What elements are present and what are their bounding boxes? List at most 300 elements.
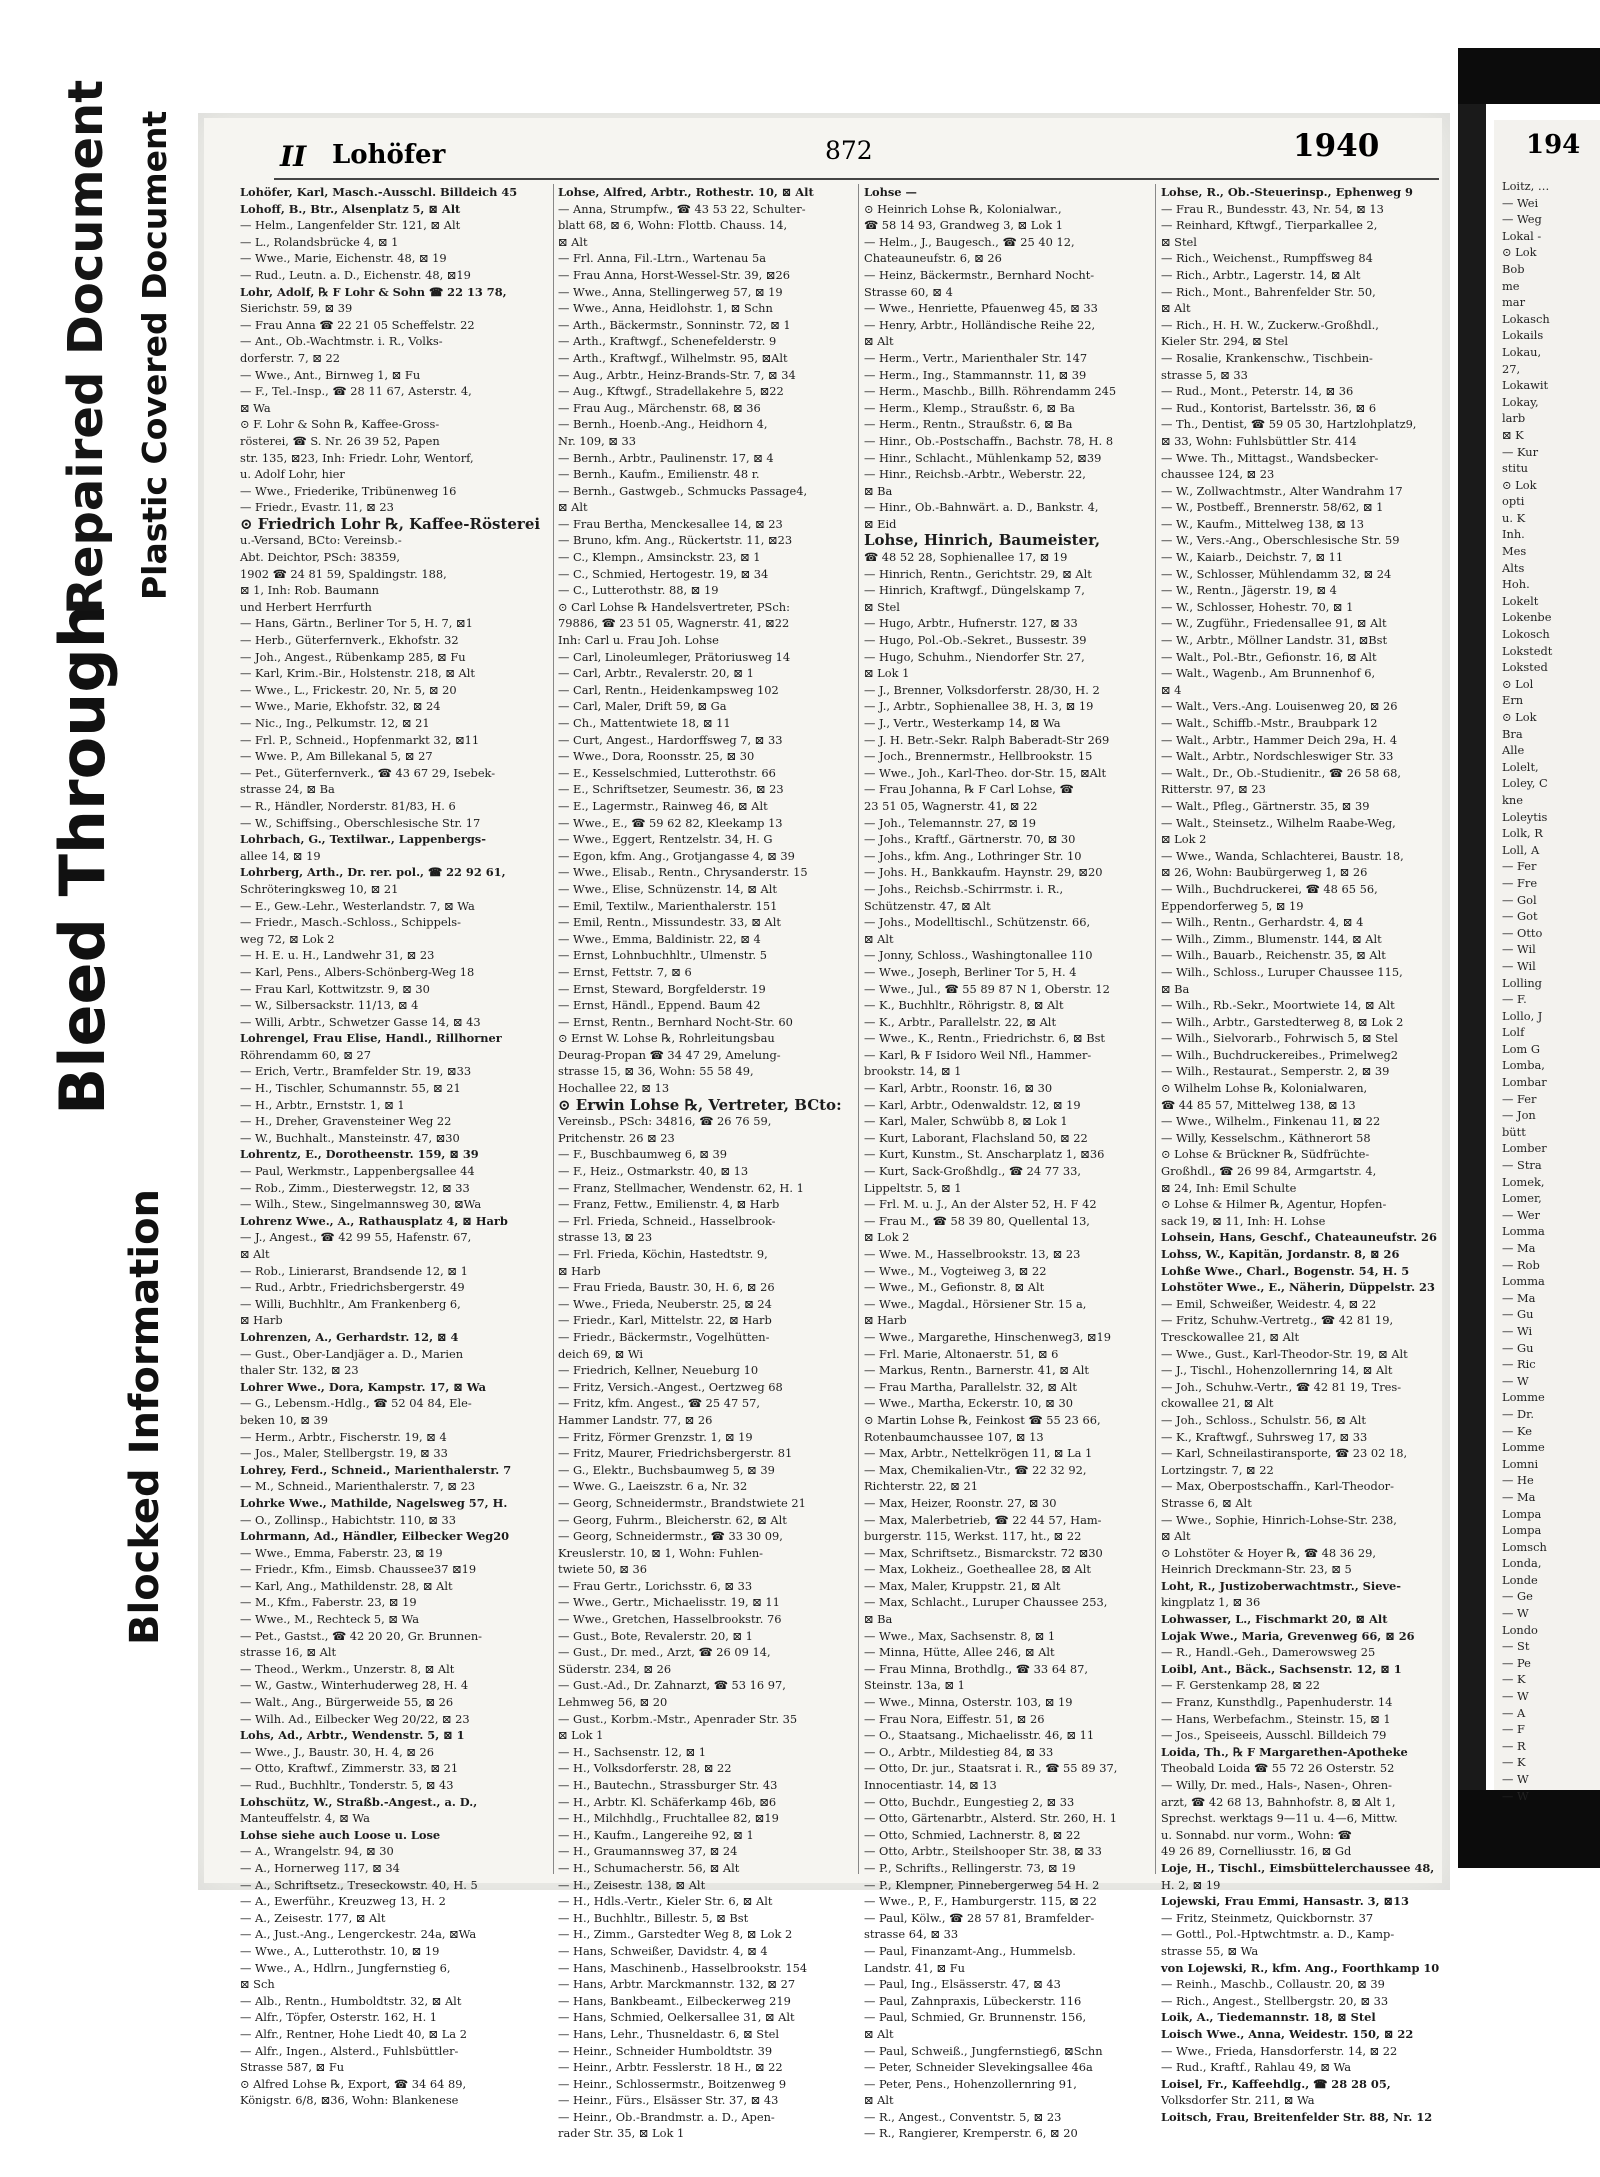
directory-entry: — Wwe., Martha, Eckerstr. 10, ⊠ 30 bbox=[864, 1396, 1073, 1411]
next-page-entry: — F bbox=[1502, 1722, 1525, 1737]
next-page-entry: Lokau, bbox=[1502, 344, 1542, 359]
directory-entry: — Wilh., Sielvorarb., Fohrwisch 5, ⊠ Stel bbox=[1161, 1031, 1398, 1046]
directory-entry: blatt 68, ⊠ 6, Wohn: Flottb. Chauss. 14, bbox=[558, 218, 788, 233]
directory-entry: — Wwe. M., Hasselbrookstr. 13, ⊠ 23 bbox=[864, 1247, 1081, 1261]
directory-entry: — Wilh., Bauarb., Reichenstr. 35, ⊠ Alt bbox=[1161, 948, 1386, 963]
next-page-entry: — Gu bbox=[1502, 1340, 1534, 1355]
directory-entry: — Karl, Krim.-Bir., Holstenstr. 218, ⊠ Alt bbox=[240, 666, 475, 681]
next-page-entry: Loleytis bbox=[1502, 809, 1548, 824]
directory-entry: — Heinr., Schlossermstr., Boitzenweg 9 bbox=[558, 2076, 787, 2091]
directory-entry: — Arth., Kraftwgf., Wilhelmstr. 95, ⊠Alt bbox=[558, 350, 788, 365]
directory-entry: — Frl. Marie, Altonaerstr. 51, ⊠ 6 bbox=[864, 1346, 1059, 1361]
directory-entry: — Ernst, Rentn., Bernhard Nocht-Str. 60 bbox=[558, 1014, 793, 1029]
directory-entry: — Walt., Steinsetz., Wilhelm Raabe-Weg, bbox=[1161, 815, 1396, 830]
directory-entry: — W., Gastw., Winterhuderweg 28, H. 4 bbox=[240, 1678, 469, 1693]
directory-entry: ⊠ Stel bbox=[864, 599, 900, 614]
directory-entry: — Th., Dentist, ☎ 59 05 30, Hartzlohplatz9, bbox=[1161, 417, 1417, 432]
directory-entry: — Wwe., Gust., Karl-Theodor-Str. 19, ⊠ Alt bbox=[1161, 1346, 1408, 1361]
directory-entry: — Nic., Ing., Pelkumstr. 12, ⊠ 21 bbox=[240, 716, 430, 730]
directory-entry: ⊙ Martin Lohse ℞, Feinkost ☎ 55 23 66, bbox=[864, 1412, 1101, 1427]
next-page-entry: — Ma bbox=[1502, 1241, 1536, 1255]
directory-entry: — Herb., Güterfernverk., Ekhofstr. 32 bbox=[240, 633, 459, 648]
header-rule bbox=[274, 178, 1439, 180]
directory-entry: — Peter, Pens., Hohenzollernring 91, bbox=[864, 2076, 1077, 2091]
directory-entry: — Max, Arbtr., Nettelkrögen 11, ⊠ La 1 bbox=[864, 1446, 1093, 1461]
directory-entry: — Wwe. P., Am Billekanal 5, ⊠ 27 bbox=[240, 749, 433, 764]
directory-entry: Großhdl., ☎ 26 99 84, Armgartstr. 4, bbox=[1161, 1164, 1377, 1179]
directory-entry: — Hans, Lehr., Thusneldastr. 6, ⊠ Stel bbox=[558, 2026, 780, 2041]
next-page-entry: — Fer bbox=[1502, 1091, 1537, 1106]
next-page-entry: — Ke bbox=[1502, 1423, 1532, 1438]
directory-entry: Loht, R., Justizoberwachtmstr., Sieve- bbox=[1161, 1578, 1402, 1593]
next-page-entry: — Gol bbox=[1502, 892, 1537, 907]
directory-entry: — Wwe., Elise, Schnüzenstr. 14, ⊠ Alt bbox=[558, 881, 777, 896]
directory-entry: — E., Gew.-Lehr., Westerlandstr. 7, ⊠ Wa bbox=[240, 898, 475, 913]
directory-entry: ⊠ Ba bbox=[1161, 981, 1190, 996]
directory-entry: — H., Volksdorferstr. 28, ⊠ 22 bbox=[558, 1761, 732, 1776]
directory-entry: — Wwe., J., Baustr. 30, H. 4, ⊠ 26 bbox=[240, 1744, 435, 1759]
next-page-entry: Lomer, bbox=[1502, 1191, 1542, 1206]
next-page-entry: Lomber bbox=[1502, 1141, 1547, 1156]
next-page-entry: — Ma bbox=[1502, 1290, 1536, 1305]
directory-entry: Pritchenstr. 26 ⊠ 23 bbox=[558, 1130, 675, 1145]
next-page-entry: Lomek, bbox=[1502, 1174, 1545, 1189]
directory-entry: ⊠ 4 bbox=[1161, 682, 1182, 697]
directory-entry: — Helm., Langenfelder Str. 121, ⊠ Alt bbox=[240, 218, 461, 233]
directory-entry: — K., Buchhltr., Röhrigstr. 8, ⊠ Alt bbox=[864, 998, 1064, 1013]
directory-entry: — Wilh., Rentn., Gerhardstr. 4, ⊠ 4 bbox=[1161, 915, 1364, 930]
header-title: Lohöfer bbox=[332, 140, 446, 170]
directory-entry: — Pet., Gastst., ☎ 42 20 20, Gr. Brunnen- bbox=[240, 1628, 482, 1643]
directory-entry: Lohrke Wwe., Mathilde, Nagelsweg 57, H. bbox=[240, 1495, 508, 1510]
directory-entry: — Ernst, Händl., Eppend. Baum 42 bbox=[558, 998, 761, 1013]
directory-entry: — J., Vertr., Westerkamp 14, ⊠ Wa bbox=[864, 716, 1061, 730]
directory-entry: — Carl, Maler, Drift 59, ⊠ Ga bbox=[558, 699, 727, 714]
directory-entry: — Max, Malerbetrieb, ☎ 22 44 57, Ham- bbox=[864, 1512, 1102, 1527]
label-plastic-covered: Plastic Covered Document bbox=[135, 110, 174, 600]
directory-entry: — Herm., Ing., Stammannstr. 11, ⊠ 39 bbox=[864, 367, 1087, 382]
directory-entry: — Frau M., ☎ 58 39 80, Quellental 13, bbox=[864, 1213, 1090, 1228]
directory-entry: — Hinrich, Rentn., Gerichtstr. 29, ⊠ Alt bbox=[864, 566, 1092, 581]
directory-entry: — Wwe., Emma, Baldinistr. 22, ⊠ 4 bbox=[558, 931, 761, 946]
directory-entry: — Wwe., Sophie, Hinrich-Lohse-Str. 238, bbox=[1161, 1512, 1397, 1527]
directory-entry: ⊠ Sch bbox=[240, 1977, 275, 1992]
directory-entry: von Lojewski, R., kfm. Ang., Foorthkamp 10 bbox=[1161, 1960, 1440, 1975]
directory-entry: — Frau Johanna, ℞ F Carl Lohse, ☎ bbox=[864, 782, 1074, 797]
directory-entry: — Wilh. Ad., Eilbecker Weg 20/22, ⊠ 23 bbox=[240, 1711, 470, 1726]
directory-entry: — Alfr., Rentner, Hohe Liedt 40, ⊠ La 2 bbox=[240, 2026, 467, 2041]
directory-entry: Lohse — bbox=[864, 185, 917, 199]
next-page-entry: — Ge bbox=[1502, 1589, 1533, 1604]
directory-entry: — Herm., Maschb., Billh. Röhrendamm 245 bbox=[864, 384, 1117, 399]
directory-entry: ⊠ Alt bbox=[864, 2026, 894, 2041]
directory-entry: — W., Schlosser, Mühlendamm 32, ⊠ 24 bbox=[1161, 566, 1392, 581]
directory-entry: — Otto, Schmied, Lachnerstr. 8, ⊠ 22 bbox=[864, 1827, 1081, 1842]
directory-entry: — J., Tischl., Hohenzollernring 14, ⊠ Alt bbox=[1161, 1363, 1393, 1378]
directory-entry: — Paul, Schweiß., Jungfernstieg6, ⊠Schn bbox=[864, 2043, 1103, 2058]
directory-entry: — Theod., Werkm., Unzerstr. 8, ⊠ Alt bbox=[240, 1661, 455, 1676]
directory-entry: Strasse 587, ⊠ Fu bbox=[240, 2060, 345, 2075]
directory-entry: — Anna, Strumpfw., ☎ 43 53 22, Schulter- bbox=[558, 201, 806, 216]
directory-entry: — Wwe., Joh., Karl-Theo. dor-Str. 15, ⊠Alt bbox=[864, 765, 1107, 780]
directory-entry: Richterstr. 22, ⊠ 21 bbox=[864, 1479, 978, 1494]
directory-entry: ⊠ Stel bbox=[1161, 234, 1197, 249]
column-4 bbox=[1161, 184, 1441, 2124]
directory-entry: Königstr. 6/8, ⊠36, Wohn: Blankenese bbox=[240, 2093, 459, 2108]
directory-entry: burgerstr. 115, Werkst. 117, ht., ⊠ 22 bbox=[864, 1529, 1082, 1544]
next-page-entry: Lompa bbox=[1502, 1506, 1542, 1521]
column-3 bbox=[864, 184, 1150, 2141]
directory-entry: — H. E. u. H., Landwehr 31, ⊠ 23 bbox=[240, 948, 435, 963]
directory-entry: — Joh., Angest., Rübenkamp 285, ⊠ Fu bbox=[240, 649, 466, 664]
next-page-entry: — Ma bbox=[1502, 1489, 1536, 1504]
directory-entry: — Carl, Rentn., Heidenkampsweg 102 bbox=[558, 682, 779, 697]
directory-entry: — W., Kaufm., Mittelweg 138, ⊠ 13 bbox=[1161, 516, 1364, 531]
next-page-entry: — Wer bbox=[1502, 1207, 1540, 1222]
directory-entry: — Karl, Arbtr., Roonstr. 16, ⊠ 30 bbox=[864, 1081, 1053, 1096]
directory-entry: Lojewski, Frau Emmi, Hansastr. 3, ⊠13 bbox=[1161, 1894, 1409, 1909]
next-page-entry: — W bbox=[1502, 1772, 1529, 1786]
directory-entry: Lohr, Adolf, ℞ F Lohr & Sohn ☎ 22 13 78, bbox=[240, 284, 507, 299]
directory-entry: — Johs., Modelltischl., Schützenstr. 66, bbox=[864, 915, 1091, 930]
directory-entry: ⊙ Erwin Lohse ℞, Vertreter, BCto: bbox=[558, 1095, 842, 1114]
next-page-entry: Bra bbox=[1502, 726, 1523, 741]
directory-entry: — Bernh., Arbtr., Paulinenstr. 17, ⊠ 4 bbox=[558, 450, 774, 465]
directory-entry: — Rud., Kontorist, Bartelsstr. 36, ⊠ 6 bbox=[1161, 400, 1377, 415]
directory-entry: — Wwe., A., Hdlrn., Jungfernstieg 6, bbox=[240, 1960, 451, 1975]
directory-entry: — Rud., Arbtr., Friedrichsbergerstr. 49 bbox=[240, 1280, 465, 1295]
directory-entry: — Hans, Schmied, Oelkersallee 31, ⊠ Alt bbox=[558, 2010, 795, 2025]
directory-entry: — Rich., H. H. W., Zuckerw.-Großhdl., bbox=[1161, 317, 1379, 332]
directory-entry: str. 135, ⊠23, Inh: Friedr. Lohr, Wentorf, bbox=[240, 450, 474, 465]
directory-entry: thaler Str. 132, ⊠ 23 bbox=[240, 1363, 359, 1378]
column-2 bbox=[558, 184, 853, 2141]
directory-entry: Kieler Str. 294, ⊠ Stel bbox=[1161, 334, 1289, 349]
directory-entry: — Walt., Ang., Bürgerweide 55, ⊠ 26 bbox=[240, 1695, 454, 1710]
directory-entry: — Georg, Fuhrm., Bleicherstr. 62, ⊠ Alt bbox=[558, 1512, 787, 1527]
directory-entry: Lohöfer, Karl, Masch.-Ausschl. Billdeich 45 bbox=[240, 185, 518, 199]
directory-entry: ⊠ Harb bbox=[240, 1313, 283, 1328]
directory-entry: 49 26 89, Cornelliusstr. 16, ⊠ Gd bbox=[1161, 1844, 1352, 1859]
directory-entry: Loida, Th., ℞ F Margarethen-Apotheke bbox=[1161, 1744, 1408, 1759]
directory-entry: — Wwe., Friederike, Tribünenweg 16 bbox=[240, 483, 457, 498]
directory-entry: — K., Kraftwgf., Suhrsweg 17, ⊠ 33 bbox=[1161, 1429, 1368, 1444]
directory-entry: Lohrentz, E., Dorotheenstr. 159, ⊠ 39 bbox=[240, 1147, 479, 1162]
directory-entry: — Wwe., P., F., Hamburgerstr. 115, ⊠ 22 bbox=[864, 1894, 1097, 1909]
directory-entry: — W., Schiffsing., Oberschlesische Str. 17 bbox=[240, 815, 481, 830]
directory-entry: — L., Rolandsbrücke 4, ⊠ 1 bbox=[240, 234, 399, 249]
directory-entry: — Emil, Rentn., Missundestr. 33, ⊠ Alt bbox=[558, 915, 781, 930]
next-page-entry: Lokay, bbox=[1502, 394, 1539, 409]
directory-entry: — R., Rangierer, Kremperstr. 6, ⊠ 20 bbox=[864, 2126, 1078, 2141]
directory-entry: — Wwe., Minna, Osterstr. 103, ⊠ 19 bbox=[864, 1695, 1073, 1710]
blocked-bar-top bbox=[1458, 48, 1600, 104]
directory-entry: — C., Klempn., Amsinckstr. 23, ⊠ 1 bbox=[558, 550, 761, 565]
directory-entry: ⊠ Harb bbox=[558, 1263, 601, 1278]
directory-entry: Lohschütz, W., Straßb.-Angest., a. D., bbox=[240, 1794, 478, 1809]
next-page-entry: Lokosch bbox=[1502, 627, 1550, 642]
next-page-entry: — W bbox=[1502, 1689, 1529, 1704]
directory-entry: — Wilh., Buchdruckereibes., Primelweg2 bbox=[1161, 1047, 1399, 1062]
directory-entry: — Willi, Buchhltr., Am Frankenberg 6, bbox=[240, 1296, 461, 1311]
directory-entry: — Hinr., Reichsb.-Arbtr., Weberstr. 22, bbox=[864, 467, 1086, 482]
directory-entry: Lohse siehe auch Loose u. Lose bbox=[240, 1827, 441, 1842]
directory-entry: — Frl. Anna, Fil.-Ltrn., Wartenau 5a bbox=[558, 251, 767, 266]
directory-entry: strasse 55, ⊠ Wa bbox=[1161, 1943, 1259, 1958]
directory-entry: Röhrendamm 60, ⊠ 27 bbox=[240, 1047, 371, 1062]
directory-entry: strasse 64, ⊠ 33 bbox=[864, 1927, 959, 1942]
next-page-entry: larb bbox=[1502, 411, 1526, 426]
directory-entry: ⊠ Lok 2 bbox=[864, 1230, 910, 1245]
directory-entry: — Friedrich, Kellner, Neueburg 10 bbox=[558, 1363, 759, 1378]
directory-entry: Hammer Landstr. 77, ⊠ 26 bbox=[558, 1412, 713, 1427]
directory-entry: Lohrey, Ferd., Schneid., Marienthalerstr. 7 bbox=[240, 1462, 512, 1477]
directory-entry: — H., Arbtr., Ernststr. 1, ⊠ 1 bbox=[240, 1097, 405, 1112]
directory-entry: — Peter, Schneider Slevekingsallee 46a bbox=[864, 2060, 1093, 2075]
directory-entry: strasse 5, ⊠ 33 bbox=[1161, 367, 1248, 382]
directory-entry: twiete 50, ⊠ 36 bbox=[558, 1562, 648, 1577]
directory-entry: — Wwe., Anna, Heidlohstr. 1, ⊠ Schn bbox=[558, 301, 773, 316]
directory-entry: Lohrer Wwe., Dora, Kampstr. 17, ⊠ Wa bbox=[240, 1379, 486, 1394]
directory-entry: ⊠ Alt bbox=[1161, 301, 1191, 316]
directory-entry: Lohs, Ad., Arbtr., Wendenstr. 5, ⊠ 1 bbox=[240, 1728, 465, 1743]
directory-entry: — H., Graumannsweg 37, ⊠ 24 bbox=[558, 1844, 738, 1859]
directory-entry: — Reinh., Maschb., Collaustr. 20, ⊠ 39 bbox=[1161, 1977, 1385, 1992]
directory-entry: — J., Brenner, Volksdorferstr. 28/30, H. 2 bbox=[864, 682, 1100, 697]
next-page-entry: Lom G bbox=[1502, 1041, 1540, 1056]
directory-entry: — Fritz, Maurer, Friedrichsbergerstr. 81 bbox=[558, 1446, 793, 1461]
directory-entry: — Wwe., Wilhelm., Finkenau 11, ⊠ 22 bbox=[1161, 1114, 1381, 1129]
directory-entry: — J. H. Betr.-Sekr. Ralph Baberadt-Str 269 bbox=[864, 732, 1110, 747]
directory-entry: — Wwe., Jul., ☎ 55 89 87 N 1, Oberstr. 12 bbox=[864, 981, 1110, 996]
directory-entry: — Gust.-Ad., Dr. Zahnarzt, ☎ 53 16 97, bbox=[558, 1678, 786, 1693]
directory-entry: — Frau Anna, Horst-Wessel-Str. 39, ⊠26 bbox=[558, 267, 790, 282]
next-page-entry: — Gu bbox=[1502, 1307, 1534, 1322]
directory-entry: — Herm., Klemp., Straußstr. 6, ⊠ Ba bbox=[864, 400, 1075, 415]
next-page-entry: u. K bbox=[1502, 510, 1526, 525]
next-page-entry: stitu bbox=[1502, 461, 1528, 476]
directory-entry: — Wilh., Stew., Singelmannsweg 30, ⊠Wa bbox=[240, 1197, 482, 1212]
directory-entry: ⊠ Ba bbox=[864, 483, 893, 498]
directory-entry: — P., Klempner, Pinnebergerweg 54 H. 2 bbox=[864, 1877, 1100, 1892]
directory-entry: — Wwe., L., Frickestr. 20, Nr. 5, ⊠ 20 bbox=[240, 682, 457, 697]
directory-entry: — Wwe., Henriette, Pfauenweg 45, ⊠ 33 bbox=[864, 301, 1098, 316]
directory-entry: ⊙ Alfred Lohse ℞, Export, ☎ 34 64 89, bbox=[240, 2076, 467, 2091]
next-page-entry: Lollo, J bbox=[1502, 1008, 1543, 1023]
directory-entry: — Frl. P., Schneid., Hopfenmarkt 32, ⊠11 bbox=[240, 732, 480, 747]
directory-entry: chaussee 124, ⊠ 23 bbox=[1161, 467, 1275, 482]
directory-entry: — Aug., Kftwgf., Stradellakehre 5, ⊠22 bbox=[558, 384, 784, 399]
directory-entry: — M., Schneid., Marienthalerstr. 7, ⊠ 23 bbox=[240, 1479, 476, 1494]
directory-entry: — Rich., Weichenst., Rumpffsweg 84 bbox=[1161, 251, 1373, 266]
directory-entry: — Max, Oberpostschaffn., Karl-Theodor- bbox=[1161, 1479, 1394, 1494]
next-page-entry: Lolf bbox=[1502, 1025, 1525, 1040]
directory-entry: — Hinr., Ob.-Bahnwärt. a. D., Bankstr. 4, bbox=[864, 500, 1099, 515]
directory-entry: — A., Wrangelstr. 94, ⊠ 30 bbox=[240, 1844, 394, 1859]
directory-entry: ckowallee 21, ⊠ Alt bbox=[1161, 1396, 1274, 1411]
directory-entry: — O., Arbtr., Mildestieg 84, ⊠ 33 bbox=[864, 1744, 1054, 1759]
directory-entry: Lippeltstr. 5, ⊠ 1 bbox=[864, 1180, 962, 1195]
directory-entry: — Heinz, Bäckermstr., Bernhard Nocht- bbox=[864, 267, 1095, 282]
directory-entry: — Rud., Leutn. a. D., Eichenstr. 48, ⊠19 bbox=[240, 267, 471, 282]
directory-entry: Lohse, Hinrich, Baumeister, bbox=[864, 531, 1101, 550]
directory-entry: — Arth., Kraftwgf., Schenefelderstr. 9 bbox=[558, 334, 777, 349]
directory-entry: — Alfr., Ingen., Alsterd., Fuhlsbüttler- bbox=[240, 2043, 459, 2058]
directory-entry: — Johs. H., Bankkaufm. Haynstr. 29, ⊠20 bbox=[864, 865, 1103, 880]
directory-entry: Sprechst. werktags 9—11 u. 4—6, Mittw. bbox=[1161, 1811, 1398, 1826]
directory-entry: strasse 24, ⊠ Ba bbox=[240, 782, 335, 797]
directory-entry: — Walt., Arbtr., Hammer Deich 29a, H. 4 bbox=[1161, 732, 1398, 747]
directory-entry: — Wilh., Restaurat., Semperstr. 2, ⊠ 39 bbox=[1161, 1064, 1390, 1079]
directory-entry: — Gottl., Pol.-Hptwchtmstr. a. D., Kamp- bbox=[1161, 1927, 1395, 1942]
next-page-entry: kne bbox=[1502, 792, 1523, 807]
directory-entry: — Wwe., Anna, Stellingerweg 57, ⊠ 19 bbox=[558, 284, 783, 299]
directory-entry: — Heinr., Schneider Humboldtstr. 39 bbox=[558, 2043, 773, 2058]
next-page-entry: — K bbox=[1502, 1755, 1526, 1770]
directory-entry: — Bernh., Kaufm., Emilienstr. 48 r. bbox=[558, 467, 760, 482]
next-page-entry: Loksted bbox=[1502, 660, 1548, 675]
directory-entry: Rotenbaumchaussee 107, ⊠ 13 bbox=[864, 1429, 1044, 1444]
directory-entry: Tresckowallee 21, ⊠ Alt bbox=[1161, 1329, 1300, 1344]
directory-entry: ⊠ 26, Wohn: Baubürgerweg 1, ⊠ 26 bbox=[1161, 865, 1368, 880]
directory-entry: — Johs., kfm. Ang., Lothringer Str. 10 bbox=[864, 848, 1082, 863]
next-page-entry: — K bbox=[1502, 1672, 1526, 1687]
directory-entry: — Joh., Schuhw.-Vertr., ☎ 42 81 19, Tres- bbox=[1161, 1379, 1402, 1394]
directory-entry: — H., Bautechn., Strassburger Str. 43 bbox=[558, 1778, 778, 1792]
next-page-entry: Loitz, … bbox=[1502, 179, 1550, 193]
directory-entry: — F., Buschbaumweg 6, ⊠ 39 bbox=[558, 1147, 728, 1162]
directory-entry: — Kurt, Sack-Großhdlg., ☎ 24 77 33, bbox=[864, 1164, 1081, 1179]
directory-entry: ⊠ Harb bbox=[864, 1313, 907, 1328]
directory-entry: ⊠ Alt bbox=[240, 1247, 270, 1261]
directory-entry: — Franz, Kunsthdlg., Papenhuderstr. 14 bbox=[1161, 1695, 1393, 1710]
directory-entry: dorferstr. 7, ⊠ 22 bbox=[240, 350, 341, 365]
directory-entry: — Wwe., Marie, Ekhofstr. 32, ⊠ 24 bbox=[240, 699, 441, 714]
directory-entry: — Wwe., Eggert, Rentzelstr. 34, H. G bbox=[558, 832, 773, 847]
directory-entry: — H., Kaufm., Langereihe 92, ⊠ 1 bbox=[558, 1827, 754, 1842]
directory-entry: — E., Kesselschmied, Lutterothstr. 66 bbox=[558, 765, 776, 780]
directory-entry: u.-Versand, BCto: Vereinsb.- bbox=[240, 533, 402, 548]
header-page-number: 872 bbox=[825, 136, 873, 165]
directory-entry: — Frau Aug., Märchenstr. 68, ⊠ 36 bbox=[558, 400, 761, 415]
directory-entry: — Rich., Arbtr., Lagerstr. 14, ⊠ Alt bbox=[1161, 267, 1361, 282]
directory-entry: Lohrbach, G., Textilwar., Lappenbergs- bbox=[240, 832, 486, 847]
directory-entry: u. Adolf Lohr, hier bbox=[240, 467, 345, 482]
directory-entry: — A., Ewerführ., Kreuzweg 13, H. 2 bbox=[240, 1894, 446, 1909]
directory-entry: — Rich., Angest., Stellbergstr. 20, ⊠ 33 bbox=[1161, 1993, 1389, 2008]
directory-entry: — Wwe., Magdal., Hörsiener Str. 15 a, bbox=[864, 1296, 1087, 1311]
directory-entry: — Willy, Kesselschm., Käthnerort 58 bbox=[1161, 1130, 1371, 1145]
directory-entry: — Wwe., Marie, Eichenstr. 48, ⊠ 19 bbox=[240, 251, 447, 266]
directory-entry: ⊠ Lok 1 bbox=[864, 666, 910, 681]
next-page-entry: Londa, bbox=[1502, 1556, 1542, 1571]
directory-entry: — Wwe., Margarethe, Hinschenweg3, ⊠19 bbox=[864, 1329, 1111, 1344]
directory-entry: ⊠ Alt bbox=[864, 931, 894, 946]
directory-entry: — Wwe., Dora, Roonsstr. 25, ⊠ 30 bbox=[558, 749, 755, 764]
directory-entry: — F. Gerstenkamp 28, ⊠ 22 bbox=[1161, 1678, 1320, 1693]
directory-entry: — Wwe. G., Laeiszstr. 6 a, Nr. 32 bbox=[558, 1479, 748, 1494]
directory-entry: — Frau Nora, Eiffestr. 51, ⊠ 26 bbox=[864, 1711, 1045, 1726]
next-page-entry: Lokal - bbox=[1502, 228, 1542, 243]
directory-entry: — Max, Schriftsetz., Bismarckstr. 72 ⊠30 bbox=[864, 1545, 1103, 1560]
directory-entry: u. Sonnabd. nur vorm., Wohn: ☎ bbox=[1161, 1827, 1352, 1842]
directory-entry: — Gust., Dr. med., Arzt, ☎ 26 09 14, bbox=[558, 1645, 771, 1660]
directory-entry: — Bernh., Gastwgeb., Schmucks Passage4, bbox=[558, 483, 808, 498]
directory-entry: — Karl, Schneilastiransporte, ☎ 23 02 18, bbox=[1161, 1446, 1408, 1461]
directory-entry: — Ant., Ob.-Wachtmstr. i. R., Volks- bbox=[240, 334, 443, 349]
directory-entry: — Wwe., A., Lutterothstr. 10, ⊠ 19 bbox=[240, 1943, 440, 1958]
directory-entry: brookstr. 14, ⊠ 1 bbox=[864, 1064, 962, 1079]
directory-entry: — Otto, Arbtr., Steilshooper Str. 38, ⊠ 33 bbox=[864, 1844, 1102, 1859]
directory-entry: — Willi, Arbtr., Schwetzer Gasse 14, ⊠ 43 bbox=[240, 1014, 481, 1029]
header-column-number: II bbox=[280, 140, 307, 173]
directory-entry: ⊙ Heinrich Lohse ℞, Kolonialwar., bbox=[864, 201, 1062, 216]
next-page-entry: Ern bbox=[1502, 693, 1524, 708]
directory-entry: ⊙ Carl Lohse ℞ Handelsvertreter, PSch: bbox=[558, 599, 790, 614]
directory-entry: — Bruno, kfm. Ang., Rückertstr. 11, ⊠23 bbox=[558, 533, 793, 548]
directory-entry: — Wwe., M., Rechteck 5, ⊠ Wa bbox=[240, 1612, 420, 1627]
directory-entry: Süderstr. 234, ⊠ 26 bbox=[558, 1661, 672, 1676]
directory-entry: Lohrenz Wwe., A., Rathausplatz 4, ⊠ Harb bbox=[240, 1213, 508, 1228]
next-page-entry: opti bbox=[1502, 494, 1525, 509]
directory-entry: — H., Zeisestr. 138, ⊠ Alt bbox=[558, 1877, 706, 1892]
directory-entry: Vereinsb., PSch: 34816, ☎ 26 76 59, bbox=[558, 1114, 772, 1129]
directory-entry: — Reinhard, Kftwgf., Tierparkallee 2, bbox=[1161, 218, 1378, 233]
directory-entry: — Frau Karl, Kottwitzstr. 9, ⊠ 30 bbox=[240, 981, 430, 996]
directory-entry: — F., Tel.-Insp., ☎ 28 11 67, Asterstr. 4, bbox=[240, 384, 472, 399]
directory-entry: — Wwe., K., Rentn., Friedrichstr. 6, ⊠ Bst bbox=[864, 1031, 1106, 1046]
next-page-entry: — R bbox=[1502, 1738, 1526, 1753]
directory-entry: — Max, Schlacht., Luruper Chaussee 253, bbox=[864, 1595, 1108, 1610]
directory-entry: ⊠ Eid bbox=[864, 516, 897, 531]
directory-entry: — Paul, Kölw., ☎ 28 57 81, Bramfelder- bbox=[864, 1910, 1095, 1925]
directory-entry: — Egon, kfm. Ang., Grotjangasse 4, ⊠ 39 bbox=[558, 848, 795, 863]
directory-entry: — O., Staatsang., Michaelisstr. 46, ⊠ 11 bbox=[864, 1728, 1095, 1743]
directory-entry: — Rud., Mont., Peterstr. 14, ⊠ 36 bbox=[1161, 384, 1354, 399]
next-page-entry: — Rob bbox=[1502, 1257, 1540, 1272]
directory-entry: Heinrich Dreckmann-Str. 23, ⊠ 5 bbox=[1161, 1562, 1352, 1577]
directory-entry: ⊠ Alt bbox=[558, 500, 588, 515]
directory-entry: rader Str. 35, ⊠ Lok 1 bbox=[558, 2126, 685, 2141]
directory-entry: — Wilh., Buchdruckerei, ☎ 48 65 56, bbox=[1161, 881, 1378, 896]
directory-entry: — Fritz, kfm. Angest., ☎ 25 47 57, bbox=[558, 1396, 761, 1411]
directory-entry: — Hinr., Schlacht., Mühlenkamp 52, ⊠39 bbox=[864, 450, 1102, 465]
directory-entry: — Herm., Rentn., Straußstr. 6, ⊠ Ba bbox=[864, 417, 1073, 432]
directory-entry: — P., Schrifts., Rellingerstr. 73, ⊠ 19 bbox=[864, 1860, 1076, 1875]
directory-entry: — Frau Martha, Parallelstr. 32, ⊠ Alt bbox=[864, 1379, 1078, 1394]
header-year: 1940 bbox=[1293, 128, 1380, 164]
directory-entry: Innocentiastr. 14, ⊠ 13 bbox=[864, 1778, 997, 1792]
next-page-entry: — A bbox=[1502, 1705, 1526, 1720]
directory-entry: Lehmweg 56, ⊠ 20 bbox=[558, 1695, 668, 1710]
directory-entry: — Erich, Vertr., Bramfelder Str. 19, ⊠33 bbox=[240, 1064, 472, 1079]
directory-entry: Lortzingstr. 7, ⊠ 22 bbox=[1161, 1462, 1274, 1477]
directory-entry: — Max, Heizer, Roonstr. 27, ⊠ 30 bbox=[864, 1495, 1057, 1510]
directory-entry: — Karl, Ang., Mathildenstr. 28, ⊠ Alt bbox=[240, 1578, 453, 1593]
directory-entry: — H., Dreher, Gravensteiner Weg 22 bbox=[240, 1114, 452, 1129]
directory-entry: — Max, Chemikalien-Vtr., ☎ 22 32 92, bbox=[864, 1462, 1087, 1477]
directory-entry: — C., Lutterothstr. 88, ⊠ 19 bbox=[558, 583, 719, 598]
directory-entry: — Frau R., Bundesstr. 43, Nr. 54, ⊠ 13 bbox=[1161, 201, 1384, 216]
directory-entry: — Georg, Schneidermstr., Brandstwiete 21 bbox=[558, 1495, 806, 1510]
page-header bbox=[204, 118, 1442, 173]
next-page-entry: Lokenbe bbox=[1502, 610, 1552, 625]
directory-entry: — Max, Maler, Kruppstr. 21, ⊠ Alt bbox=[864, 1578, 1061, 1593]
directory-entry: — E., Schriftsetzer, Seumestr. 36, ⊠ 23 bbox=[558, 782, 784, 797]
directory-entry: Nr. 109, ⊠ 33 bbox=[558, 433, 637, 448]
directory-entry: Loisch Wwe., Anna, Weidestr. 150, ⊠ 22 bbox=[1161, 2026, 1414, 2041]
directory-entry: — Frl. Frieda, Köchin, Hastedtstr. 9, bbox=[558, 1247, 768, 1261]
